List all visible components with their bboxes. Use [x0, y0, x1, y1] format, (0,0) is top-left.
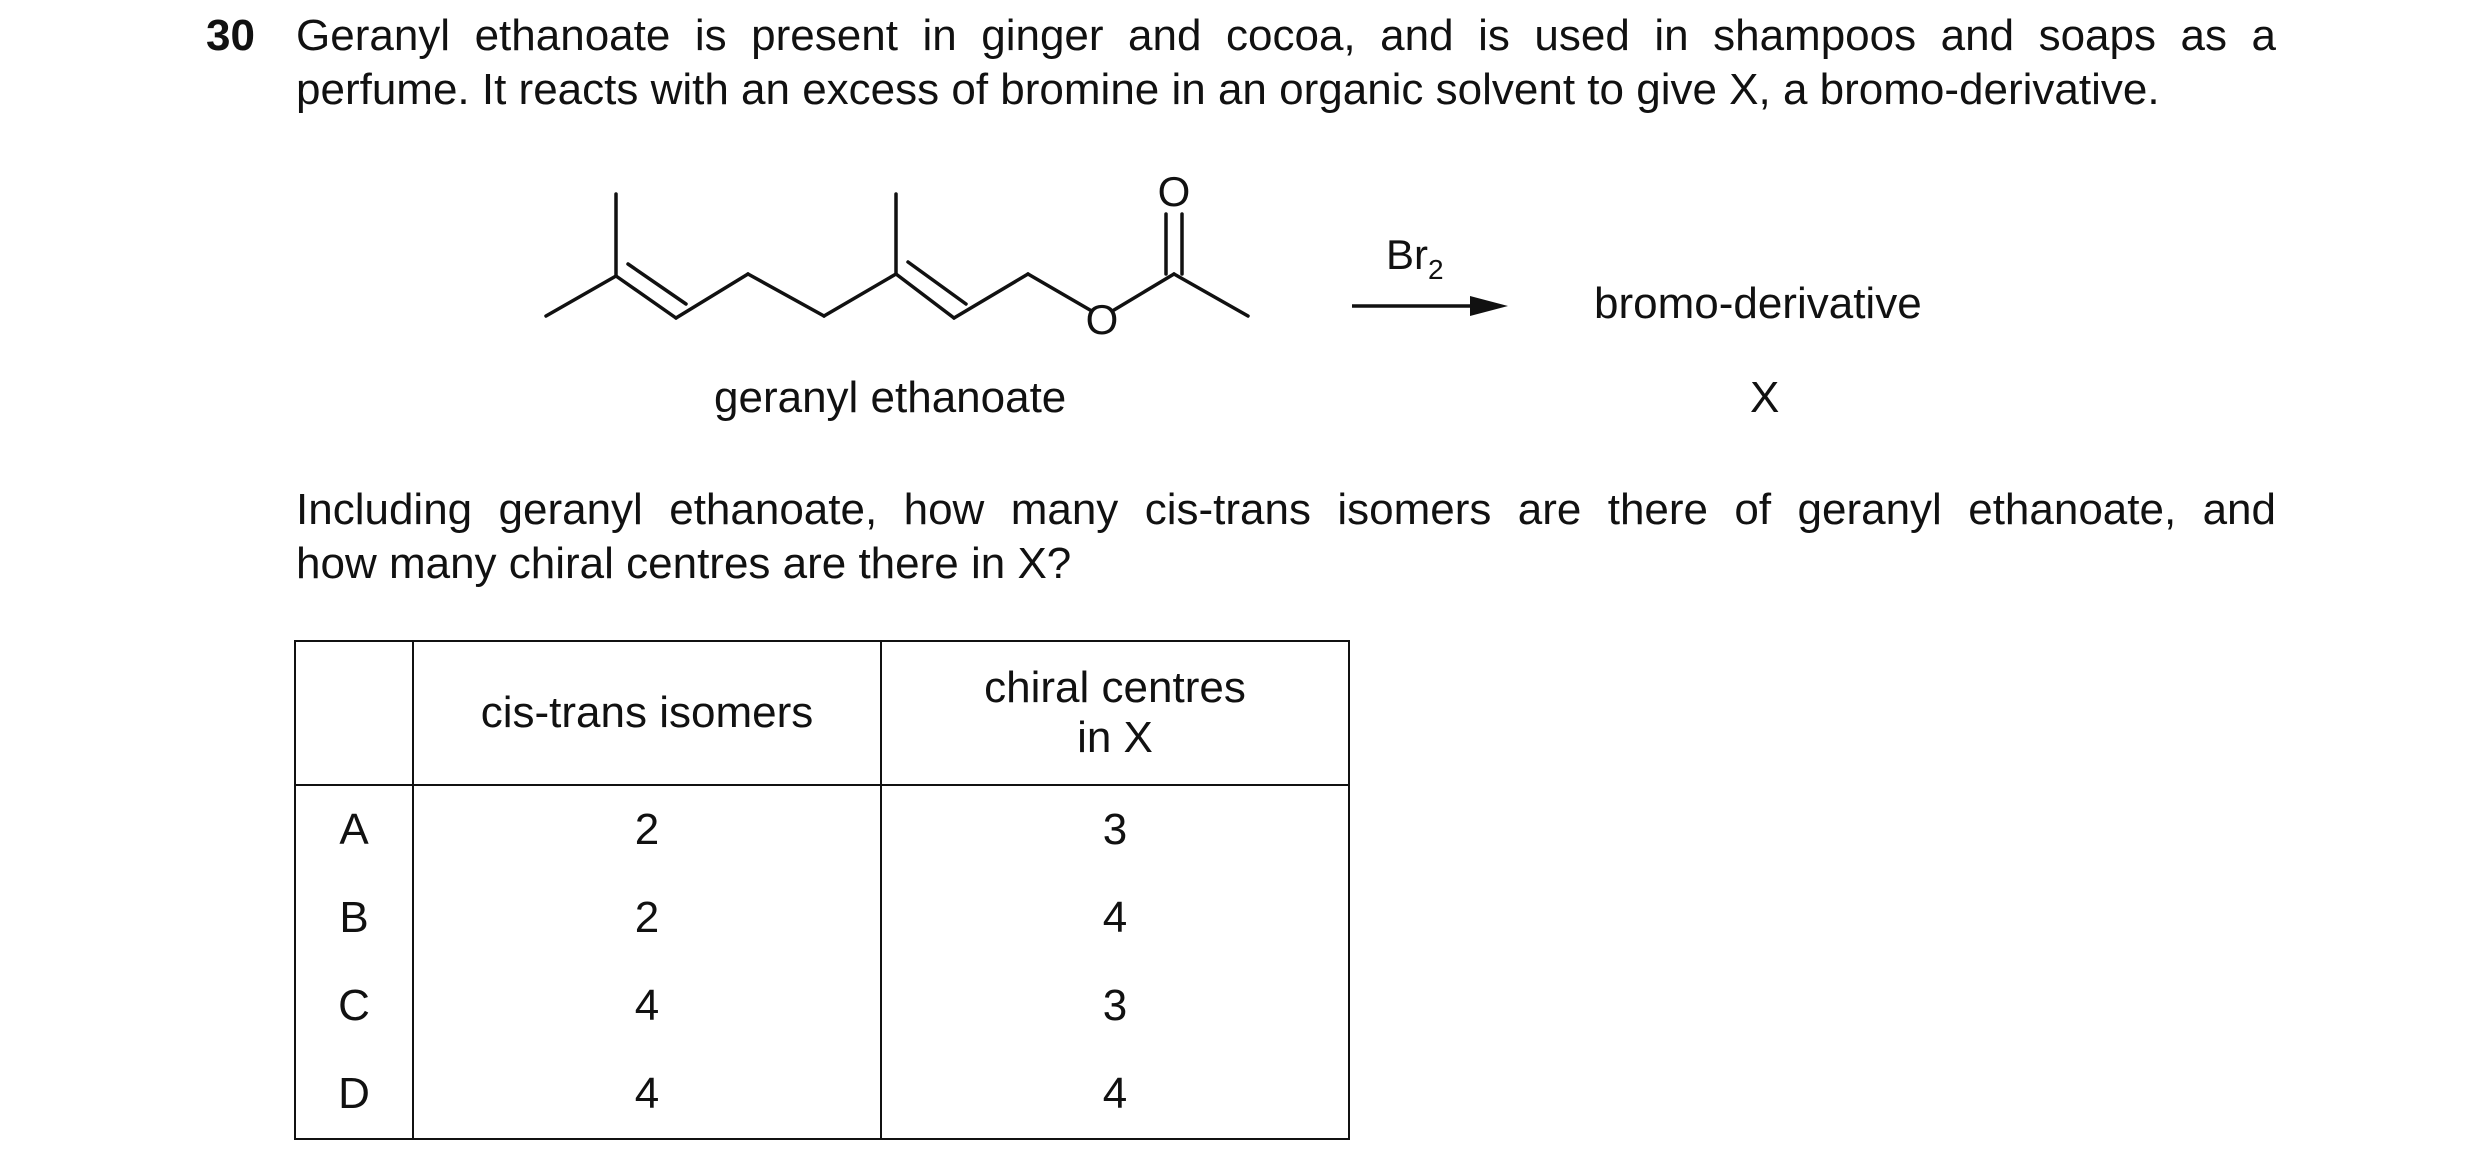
option-letter: A: [295, 785, 413, 874]
chiral-centres-value: 4: [881, 1050, 1349, 1139]
double-bond-outer: [616, 276, 676, 318]
geranyl-ethanoate-structure: [546, 194, 1248, 318]
option-row-b[interactable]: [295, 874, 1349, 962]
bond: [1174, 274, 1248, 316]
bond: [676, 274, 748, 318]
reactant-name: geranyl ethanoate: [714, 373, 1067, 422]
answer-options-table: [294, 640, 1350, 1140]
header-chiral-line-2: in X: [1077, 713, 1153, 762]
header-chiral-centres: [881, 641, 1349, 785]
option-row-c[interactable]: [295, 962, 1349, 1050]
double-bond-inner: [628, 264, 686, 304]
chiral-centres-value: 3: [881, 962, 1349, 1050]
carbonyl-oxygen-label: O: [1157, 168, 1191, 215]
cis-trans-value: 4: [413, 962, 881, 1050]
chiral-centres-value: 3: [881, 785, 1349, 874]
bond: [824, 274, 896, 316]
question-prompt-line-1: Including geranyl ethanoate, how many cis-trans isomers are there of geranyl ethanoate, and: [296, 485, 2276, 534]
option-row-a[interactable]: [295, 785, 1349, 874]
option-letter: D: [295, 1050, 413, 1139]
option-letter: B: [295, 874, 413, 962]
product-label-x: X: [1750, 373, 1780, 422]
ester-oxygen-label: O: [1085, 296, 1119, 343]
bond: [748, 274, 824, 316]
reagent-label: [1386, 230, 1444, 285]
header-chiral-line-1: chiral centres: [984, 663, 1246, 712]
option-letter: C: [295, 962, 413, 1050]
product-name: bromo-derivative: [1594, 279, 1922, 328]
header-cis-trans-isomers: cis-trans isomers: [413, 641, 881, 785]
reaction-arrow: [1352, 296, 1508, 316]
cis-trans-value: 2: [413, 785, 881, 874]
question-prompt-line-2: how many chiral centres are there in X?: [296, 539, 1072, 588]
bond: [954, 274, 1028, 318]
cis-trans-value: 2: [413, 874, 881, 962]
bond: [1028, 274, 1090, 310]
table-header-row: [295, 641, 1349, 785]
header-blank-cell: [295, 641, 413, 785]
bond: [1114, 274, 1174, 310]
chiral-centres-value: 4: [881, 874, 1349, 962]
option-row-d[interactable]: [295, 1050, 1349, 1139]
reagent-subscript: 2: [1428, 254, 1444, 285]
question-number: 30: [206, 11, 255, 60]
question-intro-line-1: Geranyl ethanoate is present in ginger and cocoa, and is used in shampoos and soaps as a: [296, 11, 2276, 60]
cis-trans-value: 4: [413, 1050, 881, 1139]
question-intro-line-2: perfume. It reacts with an excess of bromine in an organic solvent to give X, a bromo-derivative.: [296, 65, 2160, 114]
reagent-symbol: Br: [1386, 231, 1428, 278]
bond: [546, 276, 616, 316]
double-bond-inner: [908, 262, 966, 304]
double-bond-outer: [896, 274, 954, 318]
